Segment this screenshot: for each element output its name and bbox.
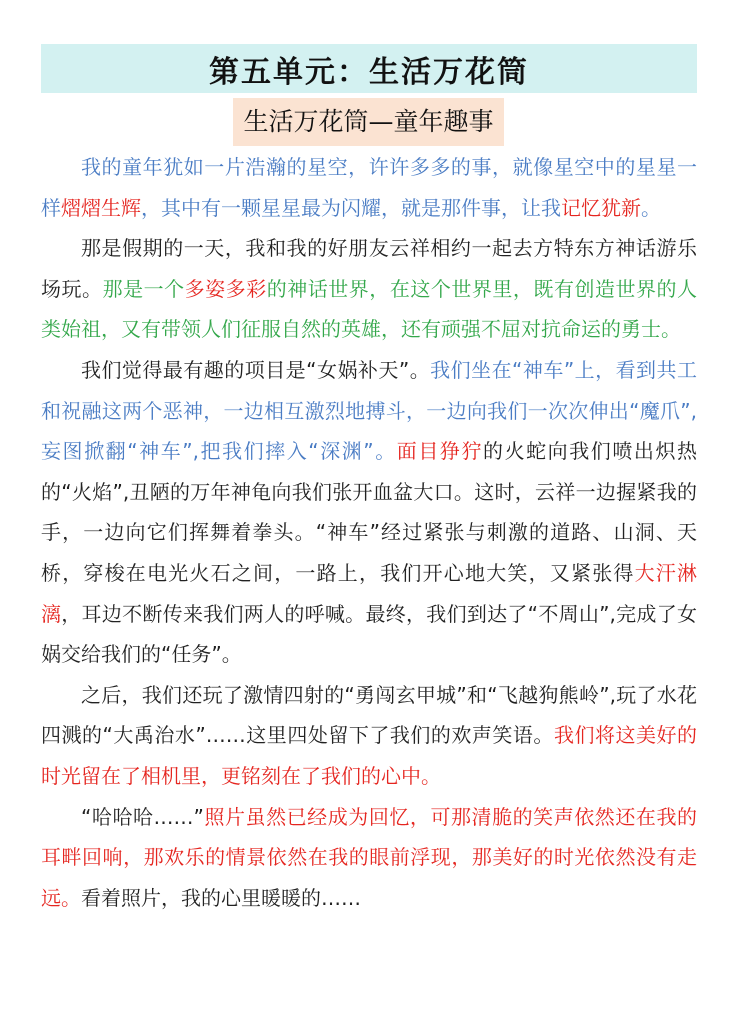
essay-paragraph — [41, 350, 697, 675]
text-segment: 看着照片，我的心里暖暖的…… — [81, 885, 361, 910]
text-segment: 面目狰狞 — [396, 439, 484, 464]
text-segment: 我们将这美好的时光留在了相机里，更铭刻在了我们的心中。 — [41, 723, 697, 788]
text-segment: 我的童年犹如一片浩瀚的星空，许许多多的事，就像星空中的星星一样 — [41, 155, 697, 220]
subtitle-container — [0, 98, 737, 146]
text-segment: 熠熠生辉 — [61, 195, 141, 220]
essay-paragraph — [41, 228, 697, 350]
essay-body — [41, 147, 697, 918]
essay-paragraph — [41, 675, 697, 797]
essay-subtitle: 生活万花筒—童年趣事 — [233, 98, 503, 146]
text-segment: 那是假期的一天，我和我的好朋友云祥相约一起去方特东方神话游乐场玩。 — [41, 236, 697, 301]
unit-title: 第五单元：生活万花筒 — [41, 44, 697, 93]
text-segment: 照片虽然已经成为回忆，可那清脆的笑声依然还在我的耳畔回响，那欢乐的情景依然在我的眼前浮现，那美好的时光依然没有走远。 — [41, 804, 697, 910]
text-segment: 的火蛇向我们喷出炽热的“火焰”,丑陋的万年神龟向我们张开血盆大口。这时，云祥一边握紧我的手，一边向它们挥舞着拳头。“神车”经过紧张与刺激的道路、山洞、天桥，穿梭在电光火石之间，一路上，我们开心地大笑，又紧张得 — [41, 439, 698, 585]
text-segment: 记忆犹新 — [561, 195, 641, 220]
text-segment: 那是一个 — [102, 276, 185, 301]
text-segment: 之后，我们还玩了激情四射的“勇闯玄甲城”和“飞越狗熊岭”,玩了水花四溅的“大禹治水”……这里四处留下了我们的欢声笑语。 — [41, 682, 697, 748]
text-segment: 大汗淋漓 — [41, 560, 698, 626]
text-segment: 的神话世界，在这个世界里，既有创造世界的人类始祖，又有带领人们征服自然的英雄，还有顽强不屈对抗命运的勇士。 — [41, 276, 698, 342]
text-segment: 我们觉得最有趣的项目是“女娲补天”。 — [81, 357, 431, 382]
text-segment: 我们坐在“神车”上，看到共工和祝融这两个恶神，一边相互激烈地搏斗，一边向我们一次次伸出“魔爪”,妄图掀翻“神车”,把我们摔入“深渊”。 — [41, 357, 697, 464]
text-segment: “哈哈哈……” — [81, 804, 204, 829]
text-segment: 。 — [641, 195, 661, 220]
text-segment: 多姿多彩 — [184, 276, 267, 301]
text-segment: ，耳边不断传来我们两人的呼喊。最终，我们到达了“不周山”,完成了女娲交给我们的“任务”。 — [41, 601, 697, 667]
text-segment: ，其中有一颗星星最为闪耀，就是那件事，让我 — [141, 195, 561, 220]
essay-paragraph — [41, 147, 697, 228]
essay-paragraph — [41, 797, 697, 919]
